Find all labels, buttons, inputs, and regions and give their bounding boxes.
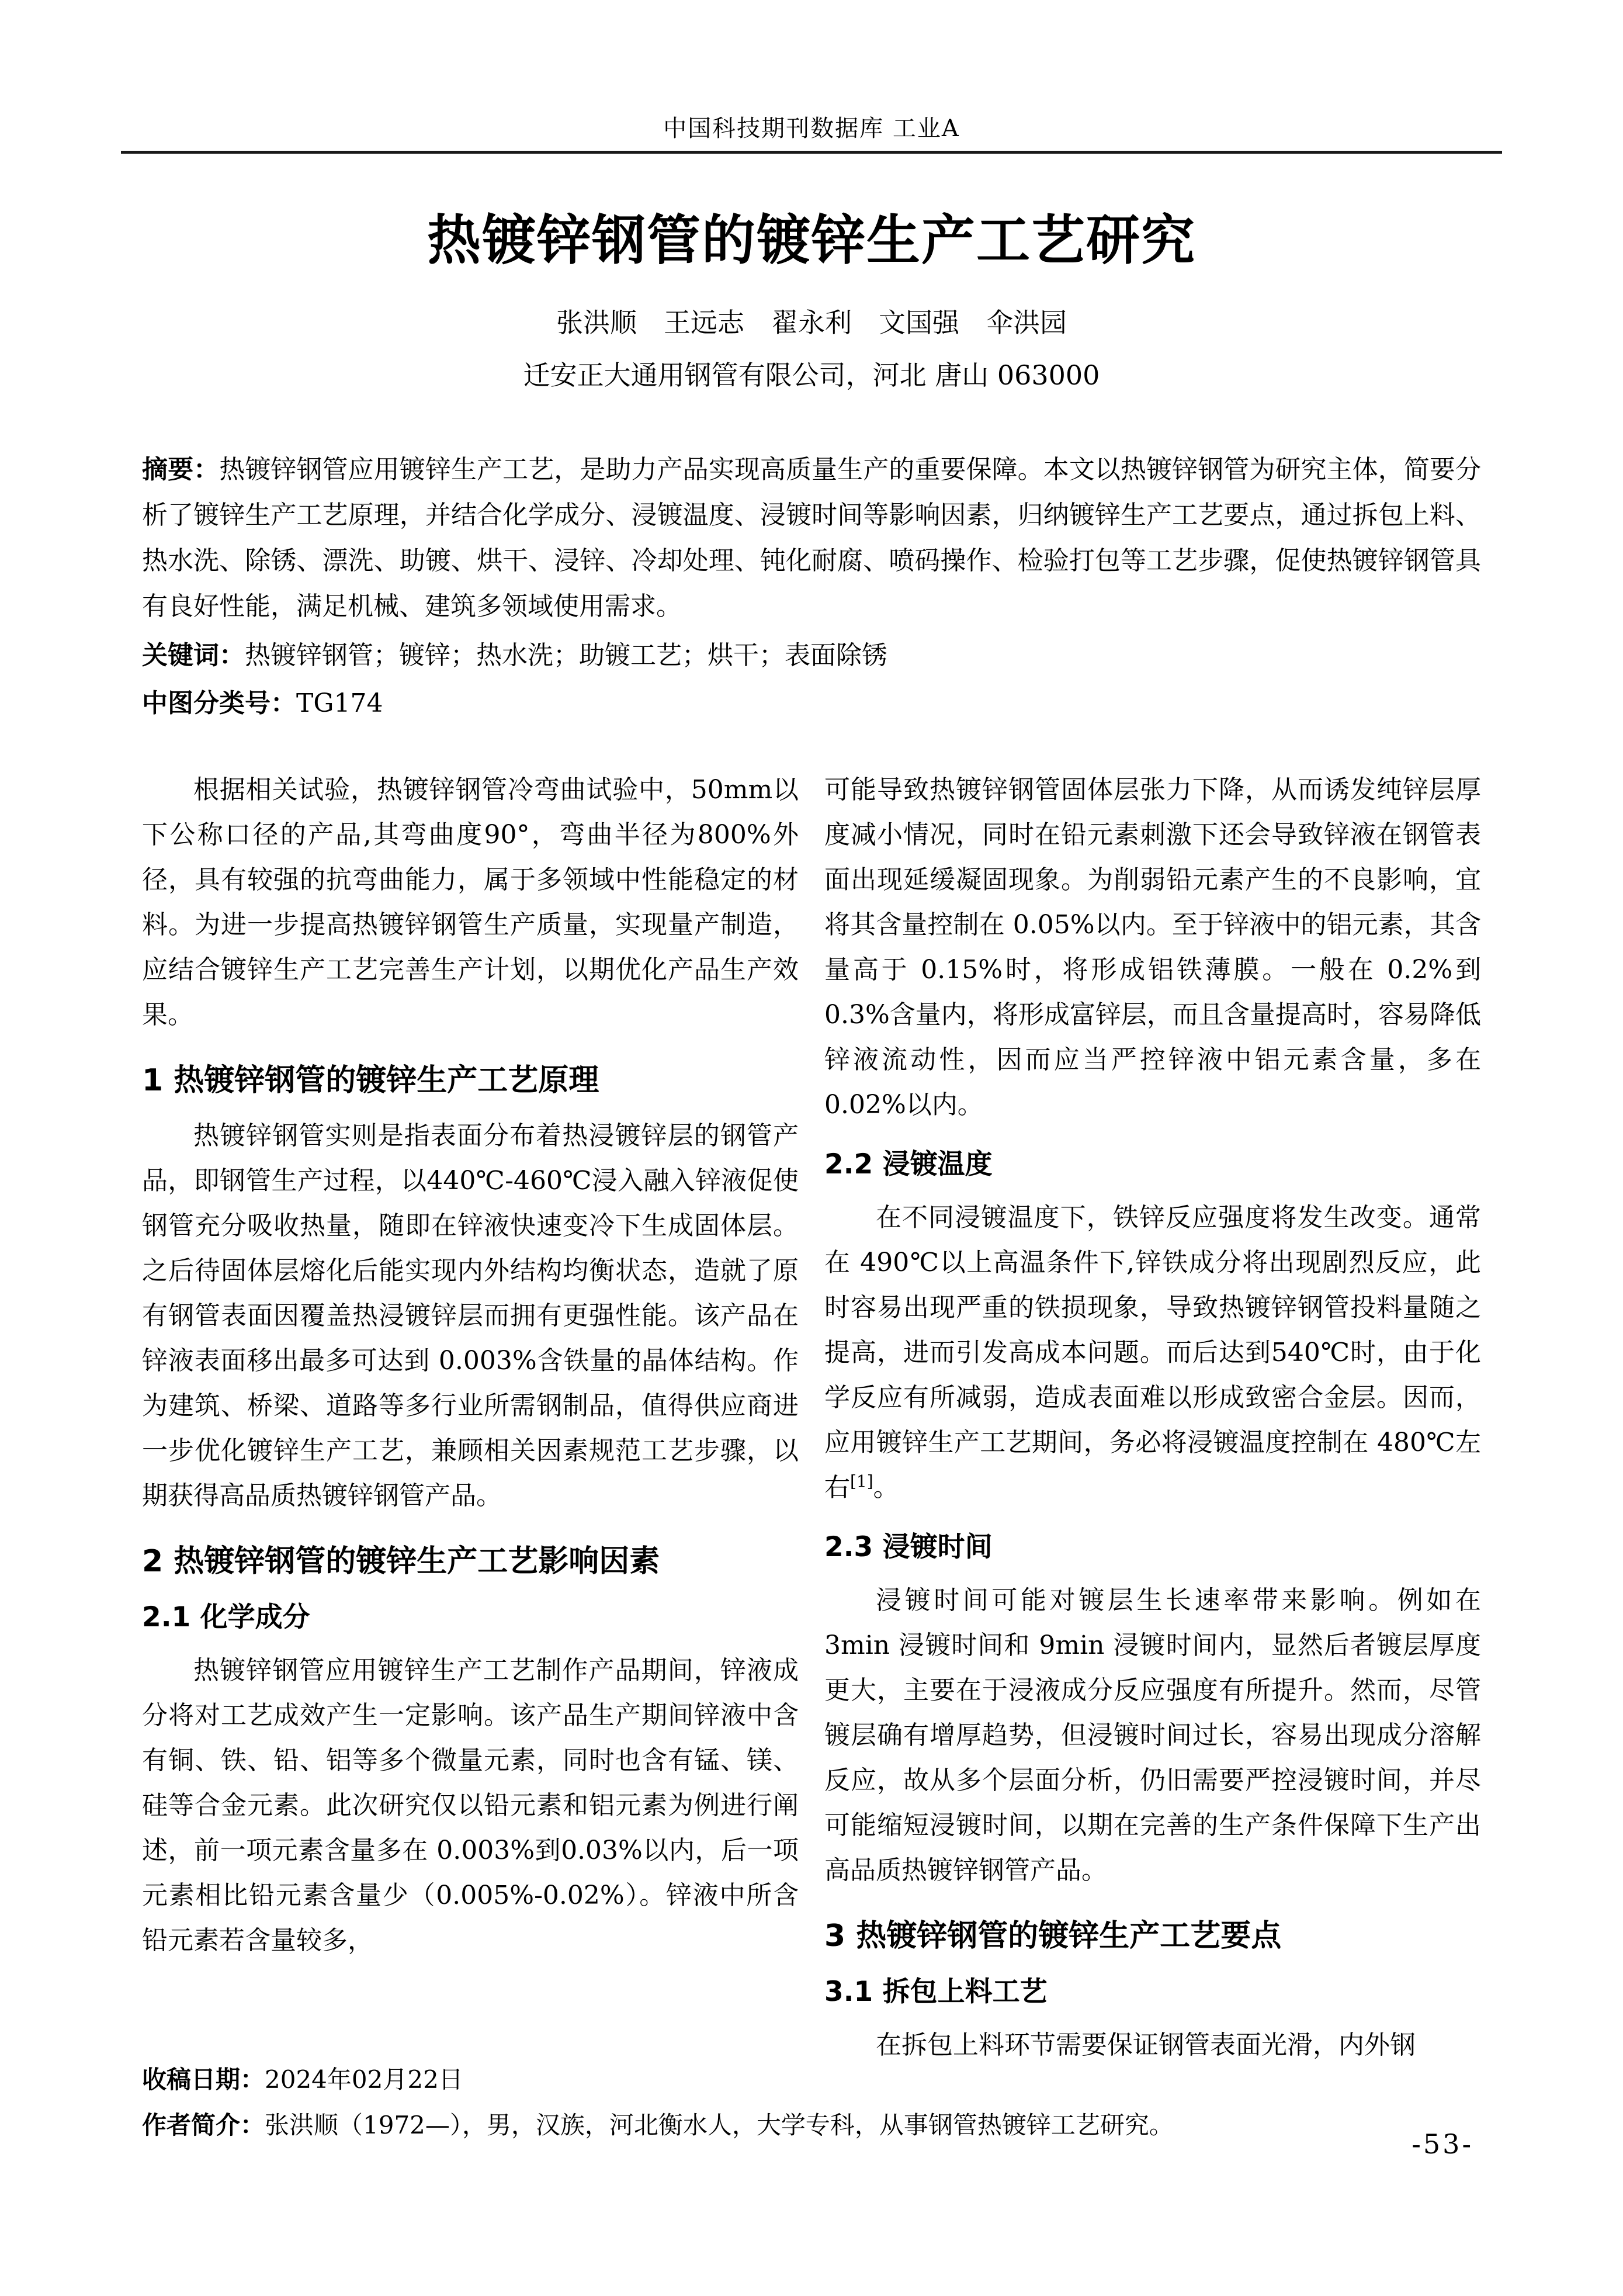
article-title: 热镀锌钢管的镀锌生产工艺研究 [426, 209, 1196, 272]
clc-label: 中图分类号： [142, 688, 296, 718]
abstract-label: 摘要： [142, 455, 220, 484]
paragraph-temperature [824, 1195, 1481, 1510]
section-3-1-heading: 3.1 拆包上料工艺 [824, 1976, 1048, 2008]
affiliation-line: 迁安正大通用钢管有限公司，河北 唐山 063000 [523, 359, 1100, 391]
abstract-block [142, 447, 1481, 629]
paragraph-temperature-tail: 。 [873, 1473, 899, 1502]
received-date-line [142, 2057, 1481, 2103]
keywords-label: 关键词： [142, 640, 245, 670]
author-bio-value: 张洪顺（1972—），男，汉族，河北衡水人，大学专科，从事钢管热镀锌工艺研究。 [265, 2111, 1174, 2139]
paragraph-dipping-time: 浸镀时间可能对镀层生长速率带来影响。例如在3min 浸镀时间和 9min 浸镀时间内，显然后者镀层厚度更大，主要在于浸液成分反应强度有所提升。然而，尽管镀层确有增厚趋势，但浸镀时间过长，容易出现成分溶解反应，故从多个层面分析，仍旧需要严控浸镀时间，并尽可能缩短浸镀时间，以期在完善的生产条件保障下生产出高品质热镀锌钢管产品。 [824, 1585, 1481, 1885]
author-bio-line [142, 2103, 1481, 2148]
clc-value: TG174 [296, 688, 383, 718]
section-2-2-heading: 2.2 浸镀温度 [824, 1148, 993, 1180]
page-number: -53- [1412, 2128, 1473, 2160]
paragraph-unpacking: 在拆包上料环节需要保证钢管表面光滑，内外钢 [876, 2030, 1416, 2060]
author-bio-label: 作者简介： [142, 2111, 265, 2139]
abstract-text: 热镀锌钢管应用镀锌生产工艺，是助力产品实现高质量生产的重要保障。本文以热镀锌钢管为研究主体，简要分析了镀锌生产工艺原理，并结合化学成分、浸镀温度、浸镀时间等影响因素，归纳镀锌生产工艺要点，通过拆包上料、热水洗、除锈、漂洗、助镀、烘干、浸锌、冷却处理、钝化耐腐、喷码操作、检验打包等工艺步骤，促使热镀锌钢管具有良好性能，满足机械、建筑多领域使用需求。 [142, 455, 1482, 621]
paragraph-chemistry: 热镀锌钢管应用镀锌生产工艺制作产品期间，锌液成分将对工艺成效产生一定影响。该产品生产期间锌液中含有铜、铁、铅、铝等多个微量元素，同时也含有锰、镁、硅等合金元素。此次研究仅以铅元素和铝元素为例进行阐述，前一项元素含量多在 0.003%到0.03%以内，后一项元素相比铅元素含量少（0.005%-0.02%）。锌液中所含铅元素若含量较多， [142, 1656, 799, 1955]
received-date-label: 收稿日期： [142, 2065, 265, 2094]
two-column-body [142, 767, 1481, 2068]
received-date-value: 2024年02月22日 [265, 2065, 463, 2094]
keywords-block [142, 633, 1481, 678]
right-column [824, 767, 1481, 2068]
paragraph-chemistry-continued: 可能导致热镀锌钢管固体层张力下降，从而诱发纯锌层厚度减小情况，同时在铅元素刺激下还会导致锌液在钢管表面出现延缓凝固现象。为削弱铅元素产生的不良影响，宜将其含量控制在 0.05%以内。至于锌液中的铝元素，其含量高于 0.15%时，将形成铝铁薄膜。一般在 0.2%到 0.3%含量内，将形成富锌层，而且含量提高时，容易降低锌液流动性，因而应当严控锌液中铝元素含量，多在 0.02%以内。 [824, 775, 1481, 1120]
left-column [142, 767, 799, 2068]
clc-block [142, 681, 1481, 726]
header-divider [121, 151, 1502, 154]
section-3-heading: 3 热镀锌钢管的镀锌生产工艺要点 [824, 1918, 1282, 1954]
journal-running-head: 中国科技期刊数据库 工业A [663, 115, 960, 142]
authors-line: 张洪顺 王远志 翟永利 文国强 伞洪园 [556, 307, 1067, 338]
footnote-block [142, 2057, 1481, 2148]
section-2-1-heading: 2.1 化学成分 [142, 1601, 310, 1633]
reference-marker: [1] [850, 1471, 873, 1491]
keywords-text: 热镀锌钢管；镀锌；热水洗；助镀工艺；烘干；表面除锈 [245, 640, 887, 670]
paragraph-temperature-text: 在不同浸镀温度下，铁锌反应强度将发生改变。通常在 490℃以上高温条件下,锌铁成分将出现剧烈反应，此时容易出现严重的铁损现象，导致热镀锌钢管投料量随之提高，进而引发高成本问题。而后达到540℃时，由于化学反应有所减弱，造成表面难以形成致密合金层。因而，应用镀锌生产工艺期间，务必将浸镀温度控制在 480℃左右 [824, 1203, 1481, 1502]
section-1-heading: 1 热镀锌钢管的镀锌生产工艺原理 [142, 1063, 599, 1098]
paragraph-intro: 根据相关试验，热镀锌钢管冷弯曲试验中，50mm以下公称口径的产品,其弯曲度90°，弯曲半径为800%外径，具有较强的抗弯曲能力，属于多领域中性能稳定的材料。为进一步提高热镀锌钢管生产质量，实现量产制造，应结合镀锌生产工艺完善生产计划，以期优化产品生产效果。 [142, 775, 799, 1030]
paragraph-principle: 热镀锌钢管实则是指表面分布着热浸镀锌层的钢管产品，即钢管生产过程，以440℃-460℃浸入融入锌液促使钢管充分吸收热量，随即在锌液快速变冷下生成固体层。之后待固体层熔化后能实现内外结构均衡状态，造就了原有钢管表面因覆盖热浸镀锌层而拥有更强性能。该产品在锌液表面移出最多可达到 0.003%含铁量的晶体结构。作为建筑、桥梁、道路等多行业所需钢制品，值得供应商进一步优化镀锌生产工艺，兼顾相关因素规范工艺步骤，以期获得高品质热镀锌钢管产品。 [142, 1121, 799, 1511]
section-2-3-heading: 2.3 浸镀时间 [824, 1531, 993, 1563]
section-2-heading: 2 热镀锌钢管的镀锌生产工艺影响因素 [142, 1544, 660, 1579]
